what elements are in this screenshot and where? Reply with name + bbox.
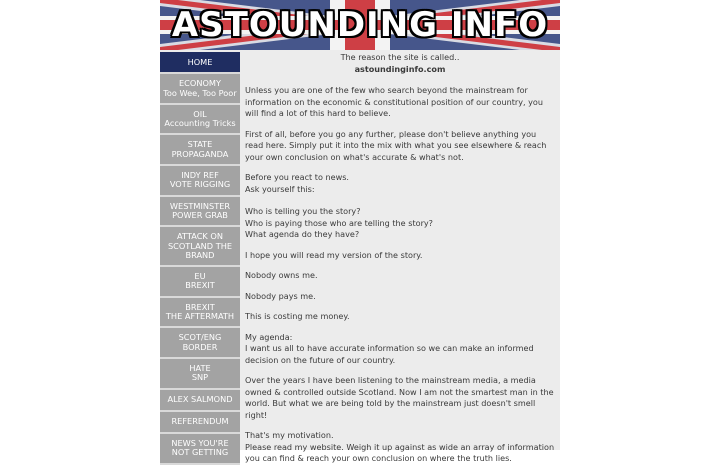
sidebar-item-brexit[interactable] (160, 298, 240, 329)
paragraph-agenda-label: My agenda: (245, 331, 293, 342)
sidebar-item-eu[interactable] (160, 267, 240, 298)
paragraph-agenda: I want us all to have accurate information so we can make an informed decision on the future of our country. (245, 343, 534, 365)
sidebar-item-label: WESTMINSTER (169, 200, 231, 211)
sidebar-item-label: SCOT/ENG (178, 332, 222, 343)
sidebar-item-label: SNP (191, 372, 209, 383)
page-container (160, 0, 560, 463)
paragraph-intro: Unless you are one of the few who search beyond the mainstream for information on the economic & constitutional position of our country, you will find a lot of this hard to believe. (245, 85, 544, 118)
sidebar-item-label: ECONOMY (179, 78, 221, 89)
paragraph-costing: This is costing me money. (245, 311, 350, 321)
sidebar-item-label: Too Wee, Too Poor (163, 87, 237, 98)
sidebar-item-home[interactable] (160, 52, 240, 74)
sidebar-item-alex-salmond[interactable] (160, 390, 240, 412)
paragraph-before-react: Before you react to news. (245, 172, 349, 182)
sidebar-item-label: SCOTLAND THE (167, 240, 233, 251)
sidebar-item-label: BORDER (182, 341, 218, 352)
sidebar-item-label: HATE (189, 362, 211, 373)
sidebar-item-attack-on[interactable] (160, 227, 240, 267)
sidebar-item-label: VOTE RIGGING (169, 179, 231, 190)
sidebar-item-label: Accounting Tricks (164, 118, 236, 129)
paragraph-motivation: That's my motivation. (245, 430, 334, 440)
sidebar-item-label: PROPAGANDA (171, 148, 229, 159)
paragraph-ask: Ask yourself this: (245, 183, 315, 194)
question-who-telling: Who is telling you the story? (245, 206, 361, 216)
paragraph-nobody-owns: Nobody owns me. (245, 270, 318, 280)
sidebar-nav (160, 52, 240, 458)
paragraph-hope: I hope you will read my version of the story. (245, 249, 423, 260)
sidebar-item-hate[interactable] (160, 359, 240, 390)
sidebar-item-label: EU (194, 271, 206, 282)
sidebar-item-label: NOT GETTING (171, 447, 229, 458)
sidebar-item-news-you-re[interactable] (160, 434, 240, 465)
sidebar-item-label: THE AFTERMATH (165, 311, 235, 322)
sidebar-item-label: OIL (193, 108, 207, 119)
sidebar-item-label: BREXIT (185, 280, 215, 291)
sidebar-item-label: POWER GRAB (172, 209, 228, 220)
site-banner[interactable] (160, 0, 560, 50)
sidebar-item-label: HOME (187, 56, 213, 67)
sidebar-item-label: NEWS YOU'RE (171, 438, 229, 449)
intro-line: The reason the site is called.. (340, 52, 460, 62)
sidebar-item-oil[interactable] (160, 105, 240, 136)
sidebar-item-economy[interactable] (160, 74, 240, 105)
question-who-paying: Who is paying those who are telling the story? (245, 217, 433, 228)
paragraph-read-website: Please read my website. Weigh it up against as wide an array of information you can find & reach your own conclusion on where the truth lies. (245, 441, 555, 463)
sidebar-item-label: BRAND (185, 249, 215, 260)
sidebar-item-indy-ref[interactable] (160, 166, 240, 197)
sidebar-item-label: STATE (187, 139, 213, 150)
sidebar-item-state[interactable] (160, 135, 240, 166)
sidebar-item-scot-eng[interactable] (160, 328, 240, 359)
sidebar-item-referendum[interactable] (160, 412, 240, 434)
main-content (245, 52, 555, 463)
sidebar-item-label: INDY REF (181, 170, 219, 181)
site-title: ASTOUNDING INFO (171, 5, 549, 45)
sidebar-item-label: REFERENDUM (171, 416, 229, 427)
sidebar-item-label: ATTACK ON (177, 231, 223, 242)
question-agenda: What agenda do they have? (245, 229, 360, 239)
paragraph-mainstream: Over the years I have been listening to the mainstream media, a media owned & controlled outside Scotland. Now I am not the smartest man in the world. But what we are being told by the mainstream just doesn't smell right! (245, 375, 554, 420)
sidebar-item-label: ALEX SALMOND (167, 394, 233, 405)
site-name: astoundinginfo.com (354, 63, 446, 74)
sidebar-item-westminster[interactable] (160, 197, 240, 228)
paragraph-nobody-pays: Nobody pays me. (245, 290, 316, 301)
paragraph-disclaimer: First of all, before you go any further, please don't believe anything you read here. Simply put it into the mix with what you see elsewhere & reach your own conclusion on what's accurate & what's not. (245, 128, 547, 162)
sidebar-item-label: BREXIT (185, 301, 215, 312)
